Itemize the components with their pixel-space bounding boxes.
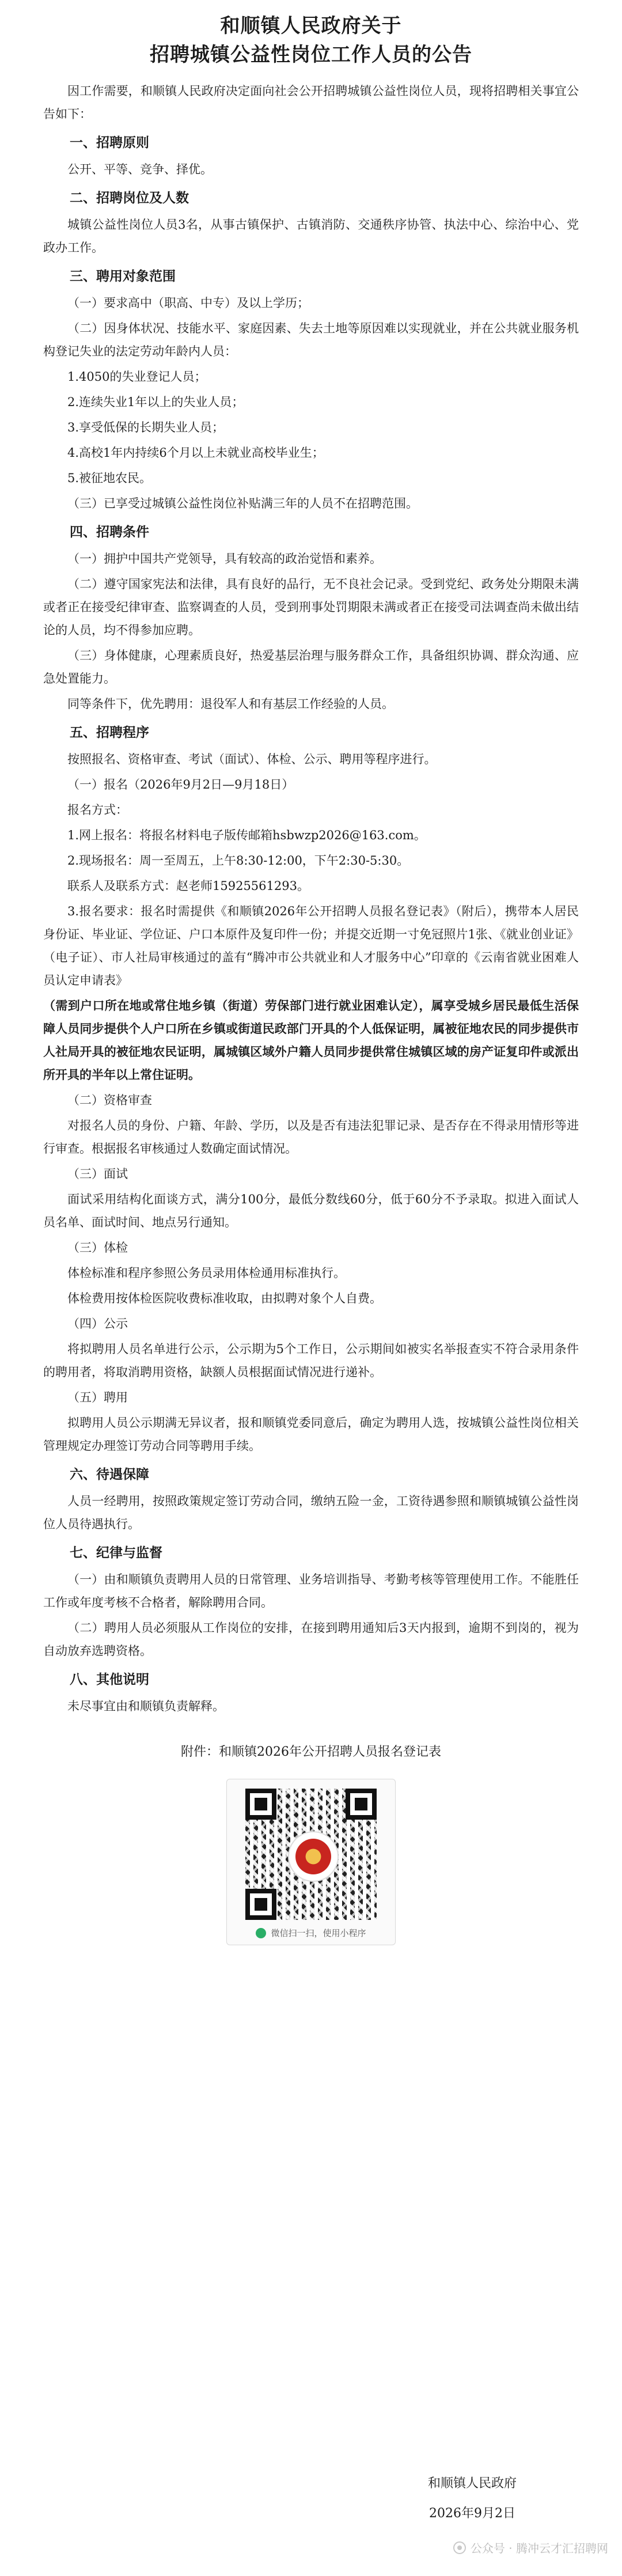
publicity-heading: （四）公示 bbox=[67, 1317, 128, 1331]
section-4-priority: 同等条件下，优先聘用：退役军人和有基层工作经验的人员。 bbox=[67, 697, 394, 711]
section-3-item-2: （二）因身体状况、技能水平、家庭因素、失去土地等原因难以实现就业，并在公共就业服务机构登记失业的法定劳动年龄内人员： bbox=[43, 321, 579, 358]
signature-date: 2026年9月2日 bbox=[429, 2506, 515, 2521]
interview-heading: （三）面试 bbox=[67, 1167, 128, 1181]
announcement-document bbox=[43, 0, 579, 1945]
title-line-2: 招聘城镇公益性岗位工作人员的公告 bbox=[150, 43, 472, 66]
registration-requirements-bold: （需到户口所在地或常住地乡镇（街道）劳保部门进行就业困难认定），属享受城乡居民最低生活保障人员同步提供个人户口所在乡镇或街道民政部门开具的个人低保证明，属被征地农民的同步提供市人社局开具的被征地农民证明，属城镇区域外户籍人员同步提供常住城镇区域的房产证复印件或派出所开具的半年以上常住证明。 bbox=[43, 998, 579, 1082]
section-5-intro: 按照报名、资格审查、考试（面试）、体检、公示、聘用等程序进行。 bbox=[67, 752, 437, 766]
registration-way: 报名方式： bbox=[67, 803, 128, 817]
wechat-icon bbox=[256, 1928, 266, 1938]
section-4-heading: 四、招聘条件 bbox=[70, 524, 149, 540]
section-2-heading: 二、招聘岗位及人数 bbox=[70, 190, 189, 206]
watermark bbox=[453, 2539, 608, 2556]
section-1-text: 公开、平等、竞争、择优。 bbox=[67, 162, 213, 176]
title-line-1: 和顺镇人民政府关于 bbox=[220, 14, 402, 37]
section-5-heading: 五、招聘程序 bbox=[70, 725, 149, 740]
wechat-official-account-icon bbox=[453, 2541, 466, 2554]
title-block bbox=[43, 0, 579, 69]
registration-requirements: 3.报名要求：报名时需提供《和顺镇2026年公开招聘人员报名登记表》（附后），携带本人居民身份证、毕业证、学位证、户口本原件及复印件一份；并提交近期一寸免冠照片1张、《就业创业证》（电子证）、市人社局审核通过的盖有“腾冲市公共就业和人才服务中心”印章的《云南省就业困难人员认定申请表》 bbox=[43, 904, 579, 987]
attachment-line: 附件：和顺镇2026年公开招聘人员报名登记表 bbox=[181, 1745, 441, 1759]
hiring-heading: （五）聘用 bbox=[67, 1391, 128, 1404]
section-3-heading: 三、聘用对象范围 bbox=[70, 268, 176, 284]
medical-exam-text-1: 体检标准和程序参照公务员录用体检通用标准执行。 bbox=[67, 1266, 346, 1280]
section-7-heading: 七、纪律与监督 bbox=[70, 1545, 162, 1560]
section-8-heading: 八、其他说明 bbox=[70, 1672, 149, 1687]
medical-exam-heading: （三）体检 bbox=[67, 1241, 128, 1255]
emblem-icon bbox=[289, 1832, 337, 1881]
section-6-text: 人员一经聘用，按照政策规定签订劳动合同，缴纳五险一金，工资待遇参照和顺镇城镇公益性岗位人员待遇执行。 bbox=[43, 1494, 579, 1531]
qr-code-icon[interactable] bbox=[245, 1789, 377, 1920]
intro-paragraph: 因工作需要，和顺镇人民政府决定面向社会公开招聘城镇公益性岗位人员，现将招聘相关事宜公告如下： bbox=[43, 84, 579, 121]
registration-contact: 联系人及联系方式：赵老师15925561293。 bbox=[67, 879, 309, 893]
section-8-text: 未尽事宜由和顺镇负责解释。 bbox=[67, 1699, 225, 1713]
section-2-text: 城镇公益性岗位人员3名，从事古镇保护、古镇消防、交通秩序协管、执法中心、综治中心、党政办工作。 bbox=[43, 218, 579, 255]
section-1-heading: 一、招聘原则 bbox=[70, 135, 149, 150]
section-3-subitem: 4.高校1年内持续6个月以上未就业高校毕业生； bbox=[67, 446, 324, 460]
section-7-item-2: （二）聘用人员必须服从工作岗位的安排，在接到聘用通知后3天内报到，逾期不到岗的，视为自动放弃选聘资格。 bbox=[43, 1621, 579, 1658]
qualification-heading: （二）资格审查 bbox=[67, 1093, 152, 1107]
medical-exam-text-2: 体检费用按体检医院收费标准收取，由拟聘对象个人自费。 bbox=[67, 1291, 382, 1305]
qr-caption-text: 微信扫一扫，使用小程序 bbox=[271, 1928, 366, 1938]
registration-onsite: 2.现场报名：周一至周五，上午8:30-12:00，下午2:30-5:30。 bbox=[67, 854, 409, 867]
mini-program-qr-card[interactable] bbox=[226, 1779, 396, 1945]
registration-heading: （一）报名（2026年9月2日—9月18日） bbox=[67, 778, 294, 791]
section-6-heading: 六、待遇保障 bbox=[70, 1467, 149, 1482]
qualification-text: 对报名人员的身份、户籍、年龄、学历，以及是否有违法犯罪记录、是否存在不得录用情形等进行审查。根据报名审核通过人数确定面试情况。 bbox=[43, 1119, 579, 1156]
section-4-item-1: （一）拥护中国共产党领导，具有较高的政治觉悟和素养。 bbox=[67, 552, 382, 566]
section-3-item-1: （一）要求高中（职高、中专）及以上学历； bbox=[67, 296, 309, 310]
section-3-subitem: 1.4050的失业登记人员； bbox=[67, 370, 207, 384]
section-3-item-3: （三）已享受过城镇公益性岗位补贴满三年的人员不在招聘范围。 bbox=[67, 497, 418, 510]
qr-caption bbox=[236, 1927, 386, 1939]
watermark-text: 公众号 · 腾冲云才汇招聘网 bbox=[470, 2541, 608, 2555]
section-4-item-2: （二）遵守国家宪法和法律，具有良好的品行，无不良社会记录。受到党纪、政务处分期限未满或者正在接受纪律审查、监察调查的人员，受到刑事处罚期限未满或者正在接受司法调查尚未做出结论的人员，均不得参加应聘。 bbox=[43, 577, 579, 637]
section-3-subitem: 2.连续失业1年以上的失业人员； bbox=[67, 395, 244, 409]
section-3-subitem: 3.享受低保的长期失业人员； bbox=[67, 421, 225, 434]
section-4-item-3: （三）身体健康，心理素质良好，热爱基层治理与服务群众工作，具备组织协调、群众沟通、应急处置能力。 bbox=[43, 649, 579, 685]
signature-org: 和顺镇人民政府 bbox=[427, 2476, 517, 2491]
publicity-text: 将拟聘用人员名单进行公示，公示期为5个工作日，公示期间如被实名举报查实不符合录用条件的聘用者，将取消聘用资格，缺额人员根据面试情况进行递补。 bbox=[43, 1342, 579, 1379]
hiring-text: 拟聘用人员公示期满无异议者，报和顺镇党委同意后，确定为聘用人选，按城镇公益性岗位相关管理规定办理签订劳动合同等聘用手续。 bbox=[43, 1416, 579, 1453]
section-7-item-1: （一）由和顺镇负责聘用人员的日常管理、业务培训指导、考勤考核等管理使用工作。不能胜任工作或年度考核不合格者，解除聘用合同。 bbox=[43, 1573, 579, 1609]
interview-text: 面试采用结构化面谈方式，满分100分，最低分数线60分，低于60分不予录取。拟进入面试人员名单、面试时间、地点另行通知。 bbox=[43, 1192, 579, 1229]
registration-online: 1.网上报名：将报名材料电子版传邮箱hsbwzp2026@163.com。 bbox=[67, 828, 426, 842]
section-3-subitem: 5.被征地农民。 bbox=[67, 471, 152, 485]
